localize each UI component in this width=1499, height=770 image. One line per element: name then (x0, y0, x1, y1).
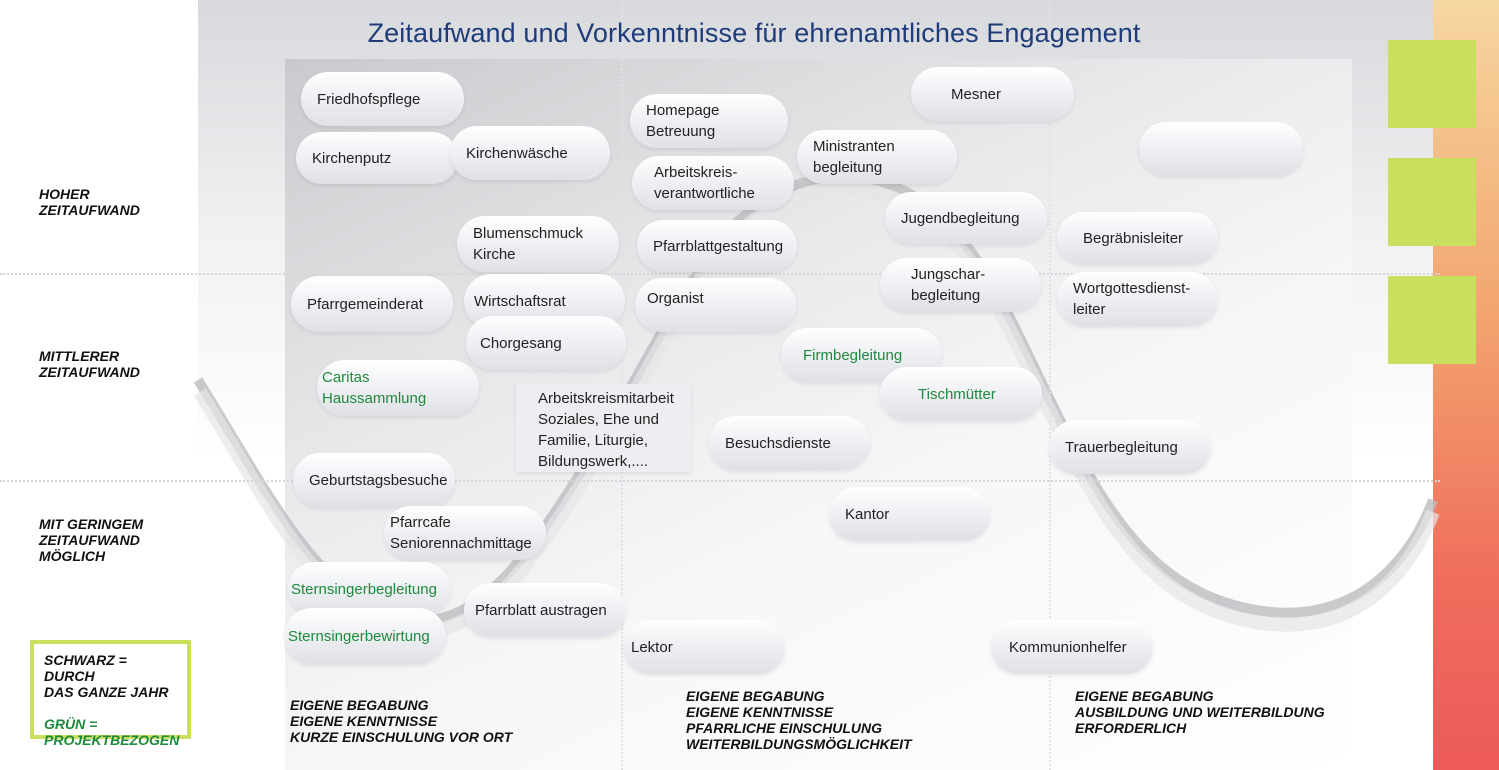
row-label-high: HOHER ZEITAUFWAND (39, 186, 140, 218)
activity-pill: Besuchsdienste (709, 416, 870, 470)
row-label-medium: MITTLERER ZEITAUFWAND (39, 348, 140, 380)
activity-pill: Caritas Haussammlung (317, 360, 479, 416)
activity-pill: Ministranten begleitung (797, 130, 957, 184)
activity-pill: Blumenschmuck Kirche (457, 216, 619, 272)
activity-pill: Tischmütter (880, 367, 1042, 421)
activity-box: Arbeitskreismitarbeit Soziales, Ehe und Familie, Liturgie, Bildungswerk,.... (516, 384, 691, 472)
activity-pill: Pfarrgemeinderat (291, 276, 453, 332)
page-title: Zeitaufwand und Vorkenntnisse für ehrenamtliches Engagement (367, 18, 1141, 48)
activity-pill: Friedhofspflege (301, 72, 464, 126)
column-label-education: EIGENE BEGABUNG AUSBILDUNG UND WEITERBILDUNG ERFORDERLICH (1075, 688, 1325, 736)
activity-pill: Chorgesang (466, 316, 626, 370)
activity-pill: Wortgottesdienst- leiter (1057, 272, 1218, 326)
legend-green: GRÜN = PROJEKTBEZOGEN (44, 716, 180, 748)
activity-pill: Homepage Betreuung (630, 94, 788, 148)
activity-pill: Wirtschaftsrat (464, 274, 625, 328)
activity-pill-empty (1139, 122, 1303, 176)
activity-pill: Pfarrblattgestaltung (637, 220, 797, 272)
activity-pill: Jungschar- begleitung (880, 258, 1041, 312)
activity-pill: Mesner (911, 67, 1074, 121)
activity-pill: Kommunionhelfer (991, 620, 1153, 674)
activity-pill: Sternsingerbegleitung (288, 562, 450, 616)
activity-pill: Jugendbegleitung (885, 192, 1047, 244)
activity-pill: Kirchenwäsche (450, 126, 610, 180)
activity-pill: Kantor (829, 487, 990, 541)
activity-pill: Begräbnisleiter (1057, 212, 1218, 264)
activity-pill: Kirchenputz (296, 132, 458, 184)
row-label-low: MIT GERINGEM ZEITAUFWAND MÖGLICH (39, 516, 144, 564)
activity-pill: Pfarrblatt austragen (464, 583, 626, 637)
activity-pill: Geburtstagsbesuche (293, 453, 455, 507)
column-label-parish-training: EIGENE BEGABUNG EIGENE KENNTNISSE PFARRLICHE EINSCHULUNG WEITERBILDUNGSMÖGLICHKEIT (686, 688, 912, 752)
row-divider (0, 480, 1440, 482)
activity-pill: Trauerbegleitung (1049, 420, 1211, 474)
column-label-basic: EIGENE BEGABUNG EIGENE KENNTNISSE KURZE EINSCHULUNG VOR ORT (290, 697, 513, 745)
activity-pill: Organist (635, 278, 796, 332)
activity-pill: Firmbegleitung (781, 328, 942, 382)
legend-black: SCHWARZ = DURCH DAS GANZE JAHR (44, 652, 169, 700)
activity-pill: Lektor (623, 620, 785, 674)
legend (30, 640, 191, 748)
activity-pill: Pfarrcafe Seniorennachmittage (384, 506, 546, 560)
activity-pill: Sternsingerbewirtung (284, 608, 446, 664)
activity-pill: Arbeitskreis- verantwortliche (632, 156, 794, 210)
row-divider (0, 273, 1440, 275)
